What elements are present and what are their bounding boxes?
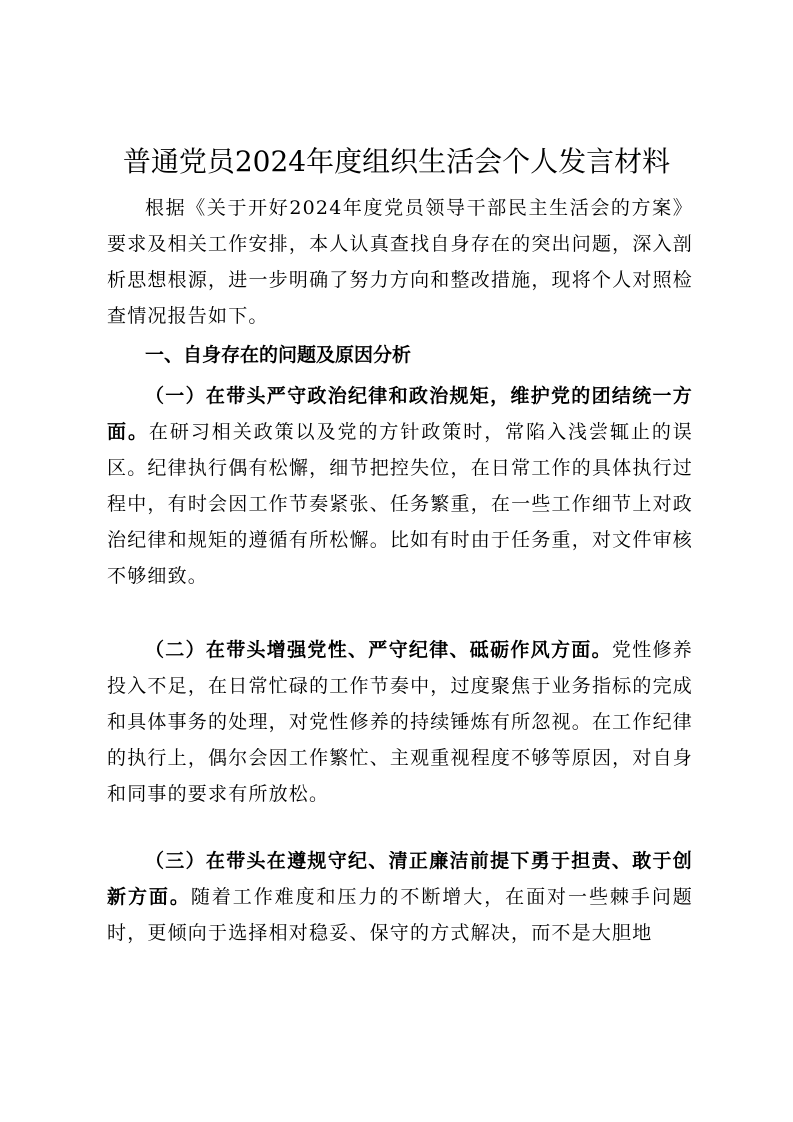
intro-paragraph: 根据《关于开好2024年度党员领导干部民主生活会的方案》要求及相关工作安排，本人认真查找自身存在的突出问题，深入剖析思想根源，进一步明确了努力方向和整改措施，现将个人对照检查情况报告如下。 (107, 197, 693, 327)
subsection-lead-3: （三）在带头在遵规守纪、清正廉洁前提下勇于担责、敢于创新方面。 (107, 850, 693, 908)
section-heading-problems: 一、自身存在的问题及原因分析 (145, 344, 412, 366)
subsection-text-3: 随着工作难度和压力的不断增大，在面对一些棘手问题时，更倾向于选择相对稳妥、保守的方式解决，而不是大胆地 (107, 886, 693, 944)
subsection-paragraph-1 (107, 378, 693, 594)
document-title: 普通党员2024年度组织生活会个人发言材料 (122, 145, 671, 178)
subsection-text-1: 在研习相关政策以及党的方针政策时，常陷入浅尝辄止的误区。纪律执行偶有松懈，细节把控失位，在日常工作的具体执行过程中，有时会因工作节奏紧张、任务繁重，在一些工作细节上对政治纪律和规矩的遵循有所松懈。比如有时由于任务重，对文件审核不够细致。 (107, 421, 694, 587)
subsection-paragraph-2 (107, 632, 693, 812)
subsection-lead-1: （一）在带头严守政治纪律和政治规矩，维护党的团结统一方面。 (107, 385, 693, 443)
subsection-text-2: 党性修养投入不足，在日常忙碌的工作节奏中，过度聚焦于业务指标的完成和具体事务的处理，对党性修养的持续锤炼有所忽视。在工作纪律的执行上，偶尔会因工作繁忙、主观重视程度不够等原因，对自身和同事的要求有所放松。 (107, 639, 693, 805)
subsection-lead-2: （二）在带头增强党性、严守纪律、砥砺作风方面。 (145, 639, 612, 661)
subsection-paragraph-3 (107, 843, 693, 951)
